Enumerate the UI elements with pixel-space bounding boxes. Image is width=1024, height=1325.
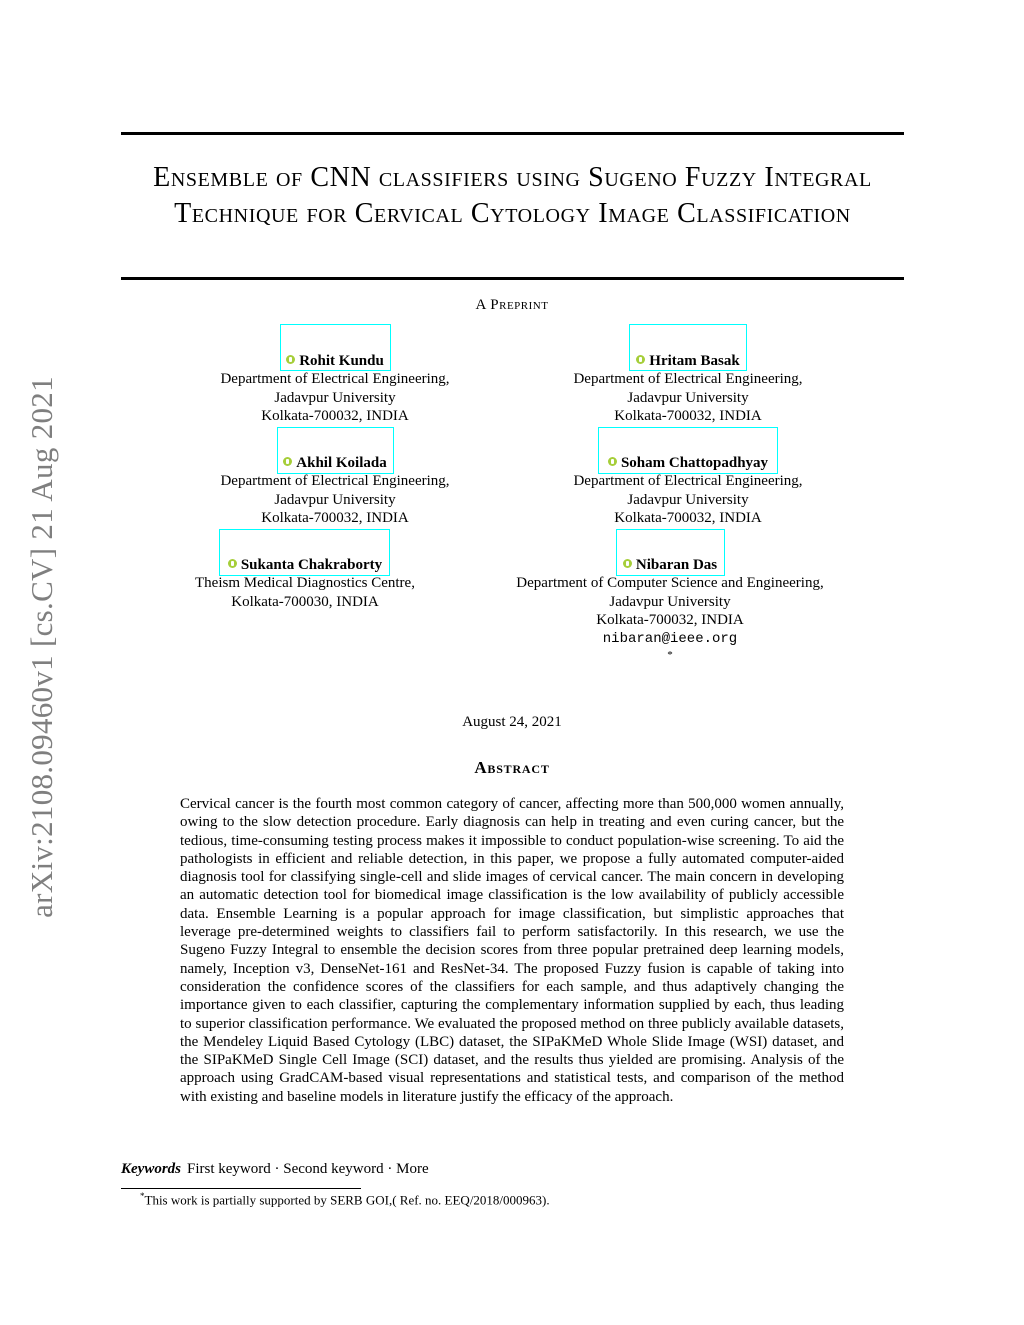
orcid-icon[interactable] [623,559,632,568]
orcid-icon[interactable] [283,457,292,466]
author-university: Jadavpur University [627,491,749,508]
author-university: Jadavpur University [274,491,396,508]
author-university: Jadavpur University [609,593,731,610]
author-block [125,556,485,611]
author-name[interactable]: Rohit Kundu [286,352,384,370]
author-department: Department of Electrical Engineering, [573,371,803,388]
author-block [155,352,515,426]
orcid-icon[interactable] [286,355,295,364]
author-name[interactable]: Hritam Basak [636,352,739,370]
author-name[interactable]: Sukanta Chakraborty [228,556,382,574]
orcid-icon[interactable] [636,355,645,364]
author-department: Department of Electrical Engineering, [220,371,450,388]
footnote-mark: * [140,1191,145,1201]
publication-date: August 24, 2021 [462,714,562,730]
footnote [140,1191,550,1208]
keywords-line [121,1161,429,1178]
author-block [155,454,515,528]
title-bottom-rule [121,277,904,280]
author-department: Department of Electrical Engineering, [573,473,803,490]
footnote-rule [121,1188,361,1189]
author-location: Kolkata-700032, INDIA [614,510,762,527]
orcid-icon[interactable] [228,559,237,568]
author-location: Kolkata-700032, INDIA [261,408,409,425]
title-top-rule [121,132,904,135]
paper-title: Ensemble of CNN classifiers using Sugeno Fuzzy Integral Technique for Cervical Cytology Image Classification [153,162,872,229]
author-university: Jadavpur University [627,389,749,406]
author-block [508,352,868,426]
author-location: Kolkata-700032, INDIA [596,612,744,629]
author-name[interactable]: Soham Chattopadhyay [608,454,768,472]
keywords-list: First keyword · Second keyword · More [187,1161,429,1177]
footnote-text: This work is partially supported by SERB GOI,( Ref. no. EEQ/2018/000963). [144,1192,550,1208]
author-block [508,454,868,528]
author-department: Department of Electrical Engineering, [220,473,450,490]
abstract-heading: Abstract [474,758,550,777]
author-name[interactable]: Nibaran Das [623,556,717,574]
author-university: Jadavpur University [274,389,396,406]
footnote-marker[interactable]: * [667,649,673,662]
preprint-label: A Preprint [475,297,549,313]
author-location: Kolkata-700032, INDIA [261,510,409,527]
orcid-icon[interactable] [608,457,617,466]
author-block [470,556,870,662]
author-location: Kolkata-700030, INDIA [231,593,379,610]
author-email[interactable]: nibaran@ieee.org [602,630,738,647]
author-department: Theism Medical Diagnostics Centre, [195,575,415,592]
keywords-label: Keywords [121,1161,181,1177]
author-location: Kolkata-700032, INDIA [614,408,762,425]
author-department: Department of Computer Science and Engineering, [516,575,824,592]
arxiv-identifier[interactable]: arXiv:2108.09460v1 [cs.CV] 21 Aug 2021 [24,376,59,918]
author-name[interactable]: Akhil Koilada [283,454,386,472]
abstract-text: Cervical cancer is the fourth most common category of cancer, affecting more than 500,000 women annually, owing to the slow detection procedure. Early diagnosis can help in treating and even curing cancer, but the tedious, time-consuming testing process makes it impossible to conduct population-wise screening. To aid the pathologists in efficient and reliable detection, in this paper, we propose a fully automated computer-aided diagnosis tool for classifying single-cell and slide images of cervical cancer. The main concern in developing an automatic detection tool for biomedical image classification is the low availability of publicly accessible data. Ensemble Learning is a popular approach for image classification, but simplistic approaches that leverage pre-determined weights to classifiers fail to perform satisfactorily. In this research, we use the Sugeno Fuzzy Integral to ensemble the decision scores from three popular pretrained deep learning models, namely, Inception v3, DenseNet-161 and ResNet-34. The proposed Fuzzy fusion is capable of taking into consideration the confidence scores of the classifiers for each sample, and thus adaptively changing the importance given to each classifier, capturing the complementary information supplied by each, thus leading to superior classification performance. We evaluated the proposed method on three publicly available datasets, the Mendeley Liquid Based Cytology (LBC) dataset, the SIPaKMeD Whole Slide Image (WSI) dataset, and the SIPaKMeD Single Cell Image (SCI) dataset, and the results thus yielded are promising. Analysis of the approach using GradCAM-based visual representations and statistical tests, and comparison of the method with existing and baseline models in literature justify the efficacy of the approach. [180,796,844,1105]
